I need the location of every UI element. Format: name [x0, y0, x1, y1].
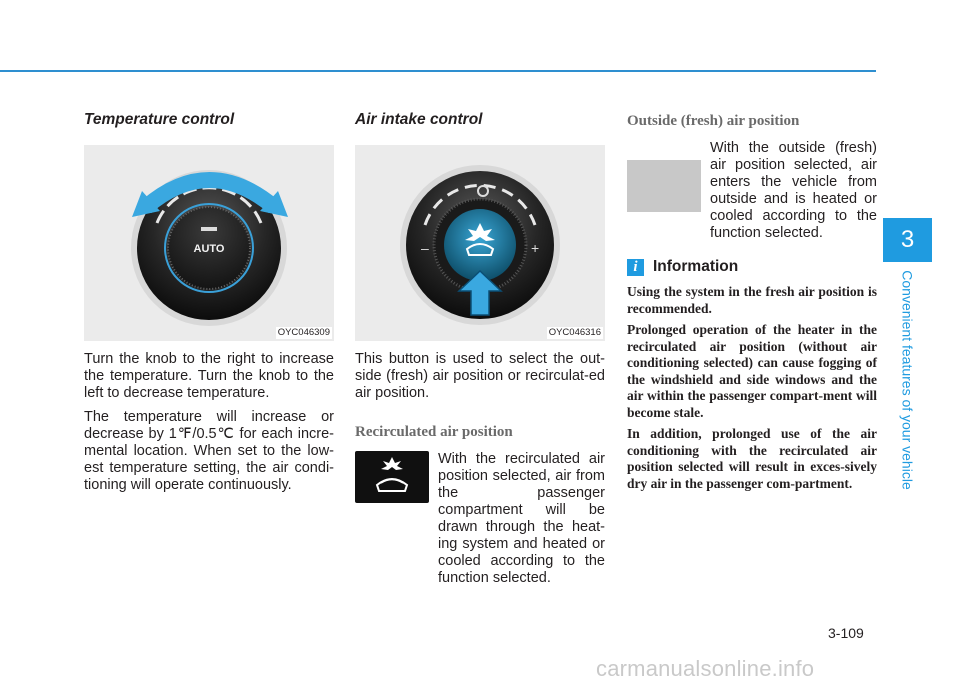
outside-air-section	[627, 110, 877, 497]
information-icon: i	[627, 259, 644, 276]
watermark-link[interactable]: carmanualsonline.info	[596, 656, 815, 681]
recirculated-item	[355, 451, 605, 587]
air-intake-heading: Air intake control	[355, 111, 483, 128]
temperature-paragraph-1: Turn the knob to the right to increase the temperature. Turn the knob to the left to decrease temperature.	[84, 351, 334, 401]
air-intake-paragraph: This button is used to select the out-side (fresh) air position or recirculat-ed air position.	[355, 351, 605, 401]
information-paragraph-2: Prolonged operation of the heater in the recirculated air position (without air conditioning selected) can cause fogging of the windshield and side windows and the air within the passenger compart-ment will become stale.	[627, 322, 877, 420]
svg-text:–: –	[421, 240, 429, 256]
temperature-control-section	[84, 110, 334, 501]
temperature-knob-figure	[84, 145, 334, 341]
air-intake-section	[355, 110, 605, 587]
information-paragraph-3: In addition, prolonged use of the air conditioning with the recirculated air position selected will result in exces-sively dry air in the passenger com-partment.	[627, 426, 877, 491]
knob-auto-label: AUTO	[193, 243, 225, 255]
chapter-title-text: Convenient features of your vehicle	[899, 270, 916, 490]
chapter-number-tab: 3	[883, 218, 932, 262]
recirculated-text: With the recirculated air position selected, air from the passenger compartment will be drawn through the heat-ing system and heated or cooled according to the function selected.	[438, 451, 605, 586]
page-number: 3-109	[828, 625, 864, 641]
outside-air-icon-placeholder	[627, 160, 701, 212]
information-header	[627, 258, 877, 276]
recirculated-air-icon	[355, 451, 429, 503]
outside-air-text: With the outside (fresh) air position selected, air enters the vehicle from outside and is heated or cooled according to the function selected.	[710, 140, 877, 241]
recirculated-heading: Recirculated air position	[355, 424, 513, 440]
outside-air-heading: Outside (fresh) air position	[627, 113, 800, 129]
knob-indicator	[201, 227, 217, 231]
figure-code: OYC046316	[548, 327, 601, 338]
header-rule	[0, 70, 876, 72]
figure-code: OYC046309	[277, 327, 330, 338]
temperature-control-heading: Temperature control	[84, 111, 235, 128]
outside-air-item	[627, 140, 877, 242]
svg-text:+: +	[531, 240, 540, 256]
air-intake-knob-illustration	[355, 145, 605, 341]
information-paragraph-1: Using the system in the fresh air position is recommended.	[627, 284, 877, 316]
chapter-title-vertical	[883, 262, 932, 498]
temperature-paragraph-2: The temperature will increase or decrease by 1℉/0.5℃ for each incre-mental location. When set to the low-est temperature setting, the air condi-tioning will operate continuously.	[84, 409, 334, 493]
temperature-knob-illustration	[84, 145, 334, 341]
air-intake-knob-figure	[355, 145, 605, 341]
information-title: Information	[653, 258, 739, 275]
